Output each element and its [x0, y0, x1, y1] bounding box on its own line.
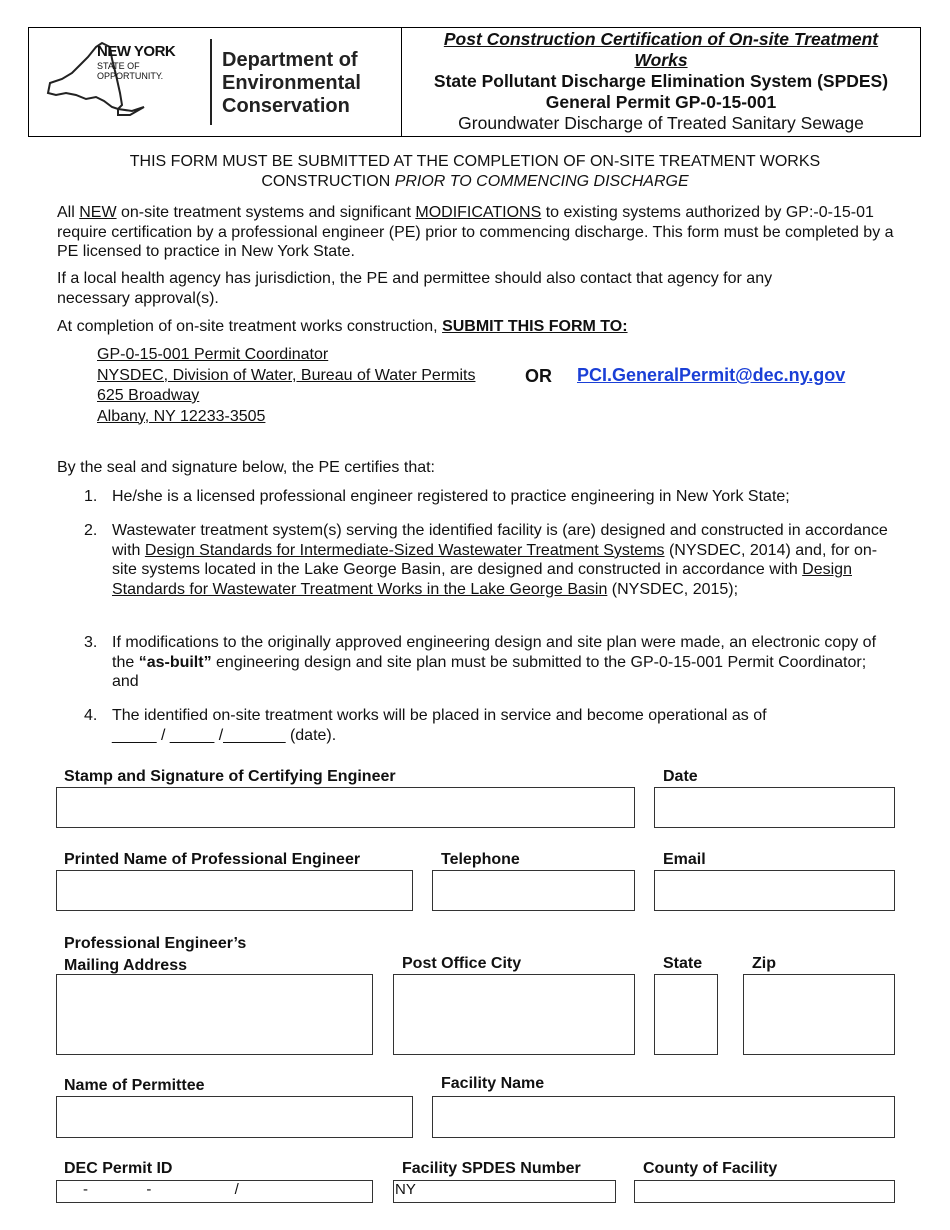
spdes-number-label: Facility SPDES Number — [402, 1160, 581, 1177]
pe-name-field[interactable] — [56, 870, 413, 911]
county-label: County of Facility — [643, 1160, 778, 1177]
state-field[interactable] — [654, 974, 718, 1055]
certification-item-2: 2. Wastewater treatment system(s) serving the identified facility is (are) designed and constructed in accordance with Design Standards for Intermediate-Sized Wastewater Treatment Systems (NYSDEC, 2014) and, for on-site systems located in the Lake George Basin, are designed and constructed in accordance with Design Standards for Wastewater Treatment Works in the Lake George Basin (NYSDEC, 2015); — [84, 522, 888, 598]
submission-email-link[interactable]: PCI.GeneralPermit@dec.ny.gov — [577, 365, 846, 385]
or-separator: OR — [525, 366, 552, 386]
certification-item-1: 1. He/she is a licensed professional engineer registered to practice engineering in New York State; — [84, 488, 790, 505]
submission-notice: THIS FORM MUST BE SUBMITTED AT THE COMPLETION OF ON-SITE TREATMENT WORKS CONSTRUCTION PRIOR TO COMMENCING DISCHARGE — [129, 153, 821, 190]
facility-name-field[interactable] — [432, 1096, 895, 1138]
date-field[interactable] — [654, 787, 895, 828]
city-field[interactable] — [393, 974, 635, 1055]
form-subtitle: State Pollutant Discharge Elimination System (SPDES) — [433, 71, 889, 91]
date-label: Date — [663, 768, 698, 785]
permittee-label: Name of Permittee — [64, 1077, 205, 1094]
certification-item-4: 4. The identified on-site treatment works will be placed in service and become operational as of _____ / _____ /_______ (date). — [84, 707, 767, 744]
logo-agency-name: Department of Environmental Conservation — [222, 49, 361, 117]
city-label: Post Office City — [402, 955, 522, 972]
email-field[interactable] — [654, 870, 895, 911]
mailing-address: GP-0-15-001 Permit Coordinator NYSDEC, Division of Water, Bureau of Water Permits 625 Broadway Albany, NY 12233-3505 — [97, 346, 476, 425]
certification-item-3: 3. If modifications to the originally approved engineering design and site plan were made, an electronic copy of the “as-built” engineering design and site plan must be submitted to the GP-0-15-001 Permit Coordinator; and — [84, 634, 877, 691]
intro-paragraph: All NEW on-site treatment systems and significant MODIFICATIONS to existing systems authorized by GP:-0-15-01 require certification by a professional engineer (PE) prior to commencing discharge. This form must be completed by a PE licensed to practice in New York State. — [57, 204, 894, 261]
facility-name-label: Facility Name — [441, 1075, 545, 1092]
permit-id-field[interactable]: - - / — [56, 1180, 373, 1203]
stamp-signature-field[interactable] — [56, 787, 635, 828]
logo-state-tag: STATE OF OPPORTUNITY. — [97, 61, 164, 81]
pe-address-label: Professional Engineer’s Mailing Address — [64, 935, 247, 974]
zip-label: Zip — [752, 955, 776, 972]
certification-lead: By the seal and signature below, the PE certifies that: — [57, 459, 435, 476]
submit-instruction: At completion of on-site treatment works construction, SUBMIT THIS FORM TO: — [57, 318, 628, 335]
state-label: State — [663, 955, 703, 972]
permittee-field[interactable] — [56, 1096, 413, 1138]
permit-description: Groundwater Discharge of Treated Sanitary Sewage — [458, 113, 864, 133]
permit-number: General Permit GP-0-15-001 — [545, 92, 777, 112]
nys-dec-logo — [40, 35, 390, 130]
county-field[interactable] — [634, 1180, 895, 1203]
health-agency-paragraph: If a local health agency has jurisdiction, the PE and permittee should also contact that agency for any necessary approval(s). — [57, 270, 773, 307]
permit-id-label: DEC Permit ID — [64, 1160, 173, 1177]
form-title: Post Construction Certification of On-site Treatment Works — [443, 29, 879, 70]
spdes-number-field[interactable]: NY — [393, 1180, 616, 1203]
stamp-signature-label: Stamp and Signature of Certifying Engineer — [64, 768, 396, 785]
pe-name-label: Printed Name of Professional Engineer — [64, 851, 361, 868]
telephone-field[interactable] — [432, 870, 635, 911]
pe-address-field[interactable] — [56, 974, 373, 1055]
email-label: Email — [663, 851, 706, 868]
telephone-label: Telephone — [441, 851, 520, 868]
logo-state-name: NEW YORK — [97, 43, 176, 60]
zip-field[interactable] — [743, 974, 895, 1055]
form-title-block — [402, 29, 920, 134]
